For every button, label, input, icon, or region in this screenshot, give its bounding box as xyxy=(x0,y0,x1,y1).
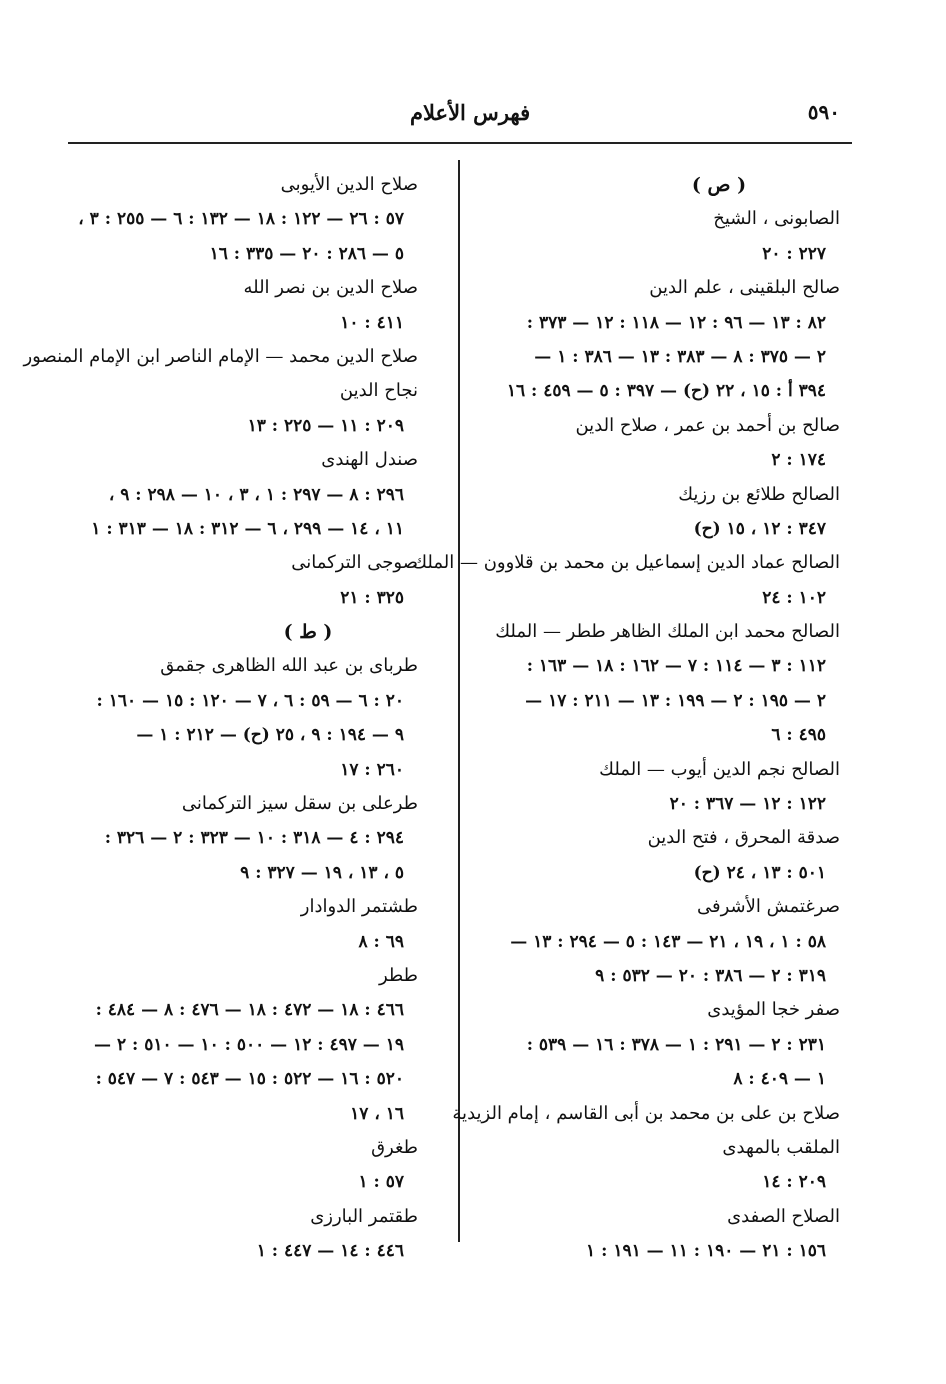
index-entry-refs: ٤٦٦ : ١٨ — ٤٧٢ : ١٨ — ٤٧٦ : ٨ — ٤٨٤ : xyxy=(95,1000,404,1021)
index-entry-refs: ٣٩٤ أ : ١٥ ، ٢٢ (ح) — ٣٩٧ : ٥ — ٤٥٩ : ١٦ xyxy=(506,381,826,402)
index-entry-name: صالح البلقينى ، علم الدين xyxy=(649,277,840,299)
index-entry-refs: ٢ — ١٩٥ : ٢ — ١٩٩ : ١٣ — ٢١١ : ١٧ — xyxy=(525,690,826,711)
index-entry-name: صلاح بن على بن محمد بن أبى القاسم ، إمام الزيدية xyxy=(452,1102,840,1124)
index-entry-refs: ٩ — ١٩٤ : ٩ ، ٢٥ (ح) — ٢١٢ : ١ — xyxy=(136,725,404,746)
index-entry-name: الصالح طلائع بن رزيك xyxy=(678,483,840,505)
section-letter-heading: ( ط ) xyxy=(283,621,333,644)
index-entry-name: الصابونى ، الشيخ xyxy=(713,208,840,230)
index-entry-refs: ١٦ ، ١٧ xyxy=(350,1103,404,1124)
index-entry-name: صلاح الدين محمد — الإمام الناصر ابن الإمام المنصور xyxy=(23,345,418,367)
index-entry-refs: ٤٩٥ : ٦ xyxy=(771,725,826,746)
index-entry-refs: ٥٧ : ٢٦ — ١٢٢ : ١٨ — ١٣٢ : ٦ — ٢٥٥ : ٣ ، xyxy=(78,209,404,230)
index-entry-refs: ٥٨ : ١ ، ١٩ ، ٢١ — ١٤٣ : ٥ — ٢٩٤ : ١٣ — xyxy=(510,931,826,952)
index-entry-refs: ٣١٩ : ٢ — ٣٨٦ : ٢٠ — ٥٣٢ : ٩ xyxy=(595,965,826,986)
index-entry-name: الصلاح الصفدى xyxy=(727,1205,840,1227)
index-entry-refs: ٥ ، ١٣ ، ١٩ — ٣٢٧ : ٩ xyxy=(240,862,404,883)
index-entry-name: صرغتمش الأشرفى xyxy=(696,896,840,918)
header-rule xyxy=(68,142,852,144)
index-entry-name: الصالح عماد الدين إسماعيل بن محمد بن قلاوون — الملك xyxy=(412,552,840,574)
index-entry-name: طقتمر البارزى xyxy=(310,1205,418,1227)
index-entry-name: الملقب بالمهدى xyxy=(722,1136,840,1158)
column-divider xyxy=(458,160,460,1242)
index-column-right xyxy=(412,168,840,1269)
page-header xyxy=(70,100,850,136)
index-entry-name: صدقة المحرق ، فتح الدين xyxy=(647,827,840,849)
index-entry-name: طرباى بن عبد الله الظاهرى جقمق xyxy=(160,655,418,677)
index-entry-refs: ١٢٢ : ١٢ — ٣٦٧ : ٢٠ xyxy=(669,794,826,815)
index-entry-refs: ٢٣١ : ٢ — ٢٩١ : ١ — ٣٧٨ : ١٦ — ٥٣٩ : xyxy=(526,1034,826,1055)
index-entry-refs: ٢٠٩ : ١١ — ٢٢٥ : ١٣ xyxy=(247,415,404,436)
index-entry-refs: ٢٩٤ : ٤ — ٣١٨ : ١٠ — ٣٢٣ : ٢ — ٣٢٦ : xyxy=(104,828,404,849)
index-column-left xyxy=(23,168,418,1269)
index-entry-name: صلاح الدين الأيوبى xyxy=(280,174,418,195)
index-entry-name: صلاح الدين بن نصر الله xyxy=(243,277,418,299)
index-entry-name: ططر xyxy=(378,964,418,986)
index-entry-refs: ٥٧ : ١ xyxy=(358,1172,404,1193)
index-entry-refs: ١٩ — ٤٩٧ : ١٢ — ٥٠٠ : ١٠ — ٥١٠ : ٢ — xyxy=(94,1034,404,1055)
index-entry-refs: ٢٠٩ : ١٤ xyxy=(762,1172,826,1193)
index-entry-refs: ١١ ، ١٤ — ٢٩٩ ، ٦ — ٣١٢ : ١٨ — ٣١٣ : ١ xyxy=(91,518,404,539)
index-entry-refs: ٥ — ٢٨٦ : ٢٠ — ٣٣٥ : ١٦ xyxy=(209,243,404,264)
index-entry-refs: ٤١١ : ١٠ xyxy=(340,312,404,333)
index-entry-refs: ٦٩ : ٨ xyxy=(358,931,404,952)
index-entry-refs: ٢٠ : ٦ — ٥٩ : ٦ ، ٧ — ١٢٠ : ١٥ — ١٦٠ : xyxy=(96,690,404,711)
section-letter-heading: ( ص ) xyxy=(691,174,747,196)
index-entry-name: طشتمر الدوادار xyxy=(300,896,418,918)
index-entry-name: طغرق xyxy=(371,1136,418,1158)
index-entry-refs: ١٠٢ : ٢٤ xyxy=(762,587,826,608)
index-entry-refs: ٤٤٦ : ١٤ — ٤٤٧ : ١ xyxy=(256,1241,404,1262)
index-entry-refs: ٥٠١ : ١٣ ، ٢٤ (ح) xyxy=(693,862,826,883)
index-entry-refs: ١٧٤ : ٢ xyxy=(771,450,826,471)
index-entry-refs: ٣٢٥ : ٢١ xyxy=(340,587,404,608)
index-entry-refs: ٢ — ٣٧٥ : ٨ — ٣٨٣ : ١٣ — ٣٨٦ : ١ — xyxy=(534,346,826,367)
index-entry-name: نجاح الدين xyxy=(339,380,418,402)
index-entry-name: طرعلى بن سقل سيز التركمانى xyxy=(181,793,418,815)
index-entry-refs: ١ — ٤٠٩ : ٨ xyxy=(733,1069,826,1090)
index-entry-refs: ٣٤٧ : ١٢ ، ١٥ (ح) xyxy=(693,518,826,539)
index-entry-name: صفر خجا المؤيدى xyxy=(707,999,840,1021)
running-title: فهرس الأعلام xyxy=(410,100,531,125)
index-entry-name: صندل الهندى xyxy=(321,449,418,471)
index-entry-refs: ٢٩٦ : ٨ — ٢٩٧ : ١ ، ٣ ، ١٠ — ٢٩٨ : ٩ ، xyxy=(108,484,404,505)
index-entry-name: الصالح نجم الدين أيوب — الملك xyxy=(599,758,840,780)
index-entry-refs: ١١٢ : ٣ — ١١٤ : ٧ — ١٦٢ : ١٨ — ١٦٣ : xyxy=(526,656,826,677)
index-entry-name: الصالح محمد ابن الملك الظاهر ططر — الملك xyxy=(495,621,840,643)
index-entry-refs: ٥٢٠ : ١٦ — ٥٢٢ : ١٥ — ٥٤٣ : ٧ — ٥٤٧ : xyxy=(95,1069,404,1090)
index-entry-name: صالح بن أحمد بن عمر ، صلاح الدين xyxy=(575,414,840,436)
page-number: ٥٩٠ xyxy=(807,100,840,124)
index-entry-refs: ٨٢ : ١٣ — ٩٦ : ١٢ — ١١٨ : ١٢ — ٣٧٣ : xyxy=(526,312,826,333)
index-entry-refs: ٢٦٠ : ١٧ xyxy=(340,759,404,780)
index-entry-refs: ١٥٦ : ٢١ — ١٩٠ : ١١ — ١٩١ : ١ xyxy=(586,1241,826,1262)
index-entry-refs: ٢٢٧ : ٢٠ xyxy=(762,243,826,264)
index-entry-name: صوجى التركمانى xyxy=(291,552,418,574)
